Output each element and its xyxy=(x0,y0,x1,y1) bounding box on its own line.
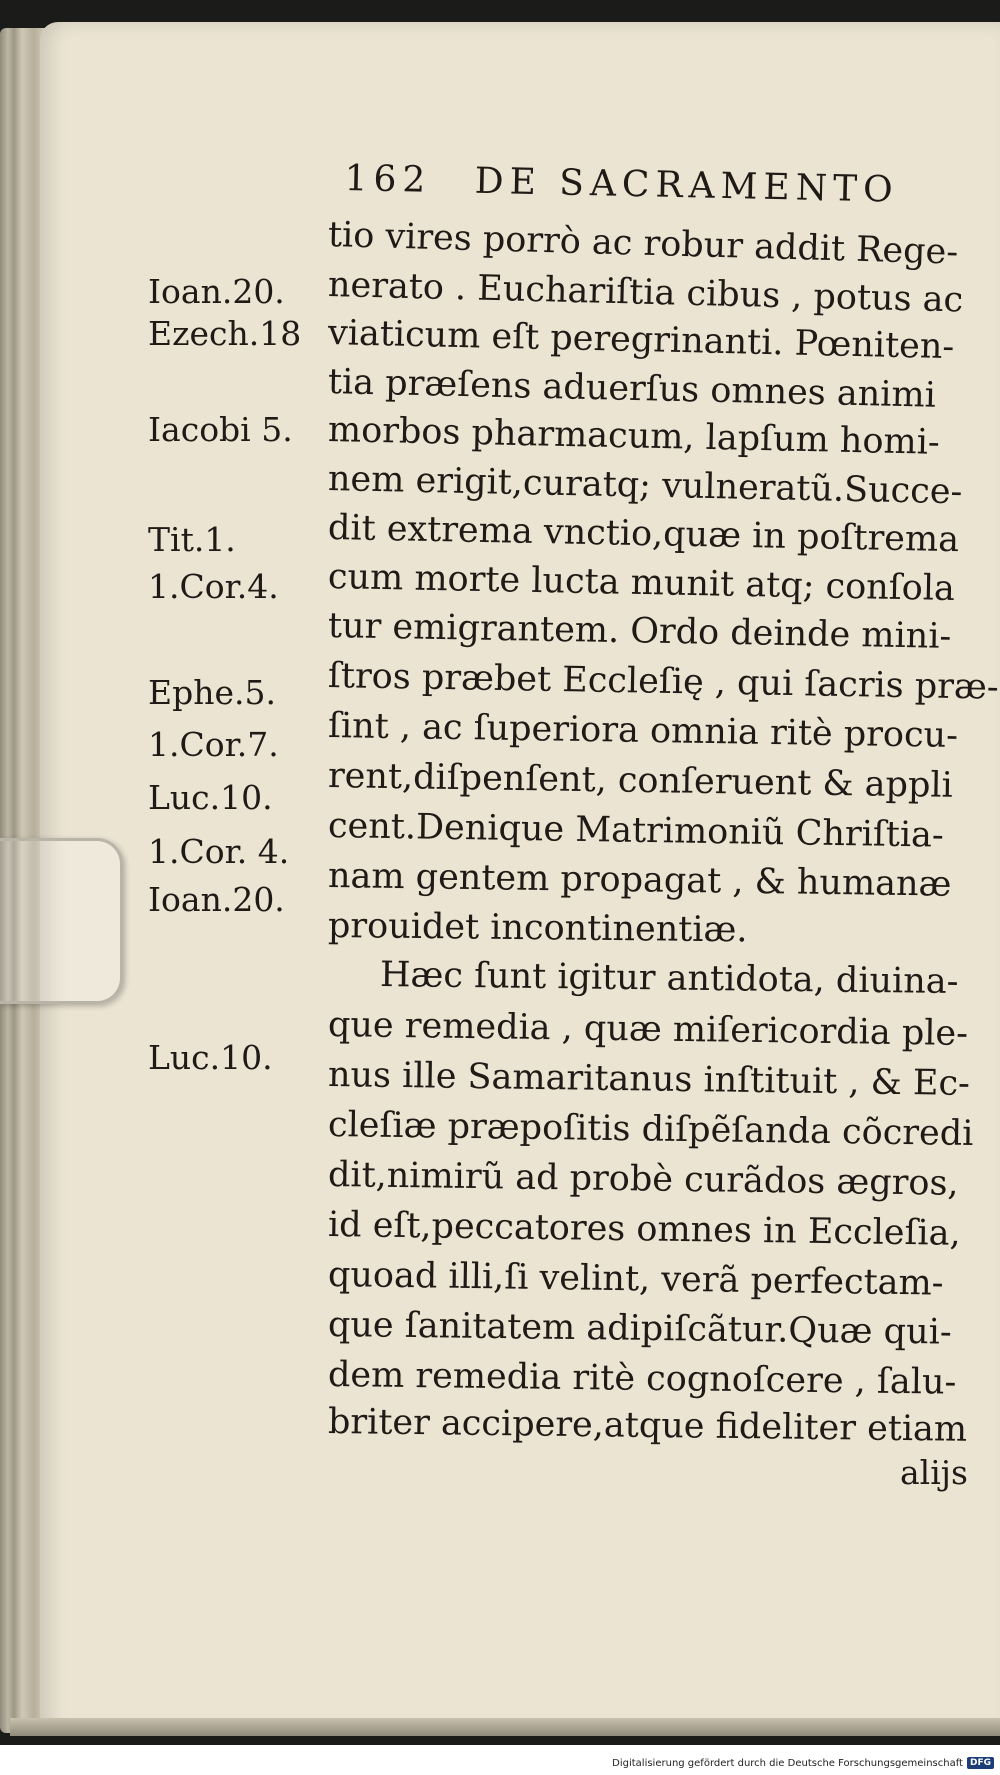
text-line: dit,nimirũ ad probè curãdos ægros, xyxy=(327,1155,959,1204)
marginal-reference: 1.Cor. 4. xyxy=(148,832,290,871)
text-line: nerato . Euchariſtia cibus , potus ac xyxy=(327,265,964,321)
marginal-reference: Ioan.20. xyxy=(148,880,285,919)
marginal-reference: Luc.10. xyxy=(148,1038,273,1077)
marginal-reference: Iacobi 5. xyxy=(148,410,293,449)
text-line: ſint , ac ſuperiora omnia ritè procu- xyxy=(327,706,959,756)
page-bottom-edge xyxy=(10,1718,1000,1736)
marginal-reference: Tit.1. xyxy=(148,520,236,559)
text-line: ſtros præbet Eccleſię , qui ſacris præ- xyxy=(327,656,999,708)
text-line: cleſiæ præpoſitis diſpẽſanda cõcredi xyxy=(327,1105,974,1155)
text-line: prouidet incontinentiæ. xyxy=(327,906,748,951)
text-line: viaticum eſt peregrinanti. Pœniten- xyxy=(327,313,955,368)
text-line: nam gentem propagat , & humanæ xyxy=(327,856,952,905)
marginal-reference: 1.Cor.7. xyxy=(148,725,279,764)
text-line: dem remedia ritè cognoſcere , ſalu- xyxy=(327,1355,957,1403)
text-line: tur emigrantem. Ordo deinde mini- xyxy=(327,606,952,657)
marginal-reference: Ephe.5. xyxy=(148,673,276,712)
text-line: rent,diſpenſent, conſeruent & appli xyxy=(327,756,954,806)
text-line: quoad illi,ſi velint, verã perfectam- xyxy=(327,1255,944,1304)
marginal-reference: Ioan.20. xyxy=(148,272,285,311)
text-line: cum morte lucta munit atq; conſola xyxy=(327,557,956,610)
credit-text: Digitalisierung gefördert durch die Deutsche Forschungsgemeinschaft xyxy=(612,1757,963,1769)
text-line: tio vires porrò ac robur addit Rege- xyxy=(327,215,959,273)
text-line: morbos pharmacum, lapſum homi- xyxy=(327,410,941,463)
text-line: id eſt,peccatores omnes in Eccleſia, xyxy=(327,1205,961,1254)
text-line: Hæc ſunt igitur antidota, diuina- xyxy=(379,955,959,1003)
running-title: DE SACRAMENTO xyxy=(474,160,900,211)
text-line: briter accipere,atque fideliter etiam xyxy=(327,1402,968,1450)
text-line: nem erigit,curatq; vulneratũ.Succe- xyxy=(327,459,963,513)
text-line: cent.Denique Matrimoniũ Chriſtia- xyxy=(327,806,945,856)
page-number: 162 xyxy=(344,158,432,201)
text-line: dit extrema vnctio,quæ in poſtrema xyxy=(327,508,960,561)
book-clip xyxy=(0,838,123,1004)
text-line: tia præſens aduerſus omnes animi xyxy=(327,362,937,416)
catchword: alijs xyxy=(900,1453,968,1492)
text-line: nus ille Samaritanus inſtituit , & Ec- xyxy=(327,1055,971,1104)
marginal-reference: Luc.10. xyxy=(148,778,273,817)
marginal-reference: Ezech.18 xyxy=(148,314,302,353)
text-line: que remedia , quæ miſericordia ple- xyxy=(327,1005,969,1054)
marginal-reference: 1.Cor.4. xyxy=(148,567,279,606)
text-line: que ſanitatem adipiſcãtur.Quæ qui- xyxy=(327,1305,952,1353)
digitization-credit xyxy=(612,1757,994,1769)
dfg-logo-icon: DFG xyxy=(967,1757,994,1769)
